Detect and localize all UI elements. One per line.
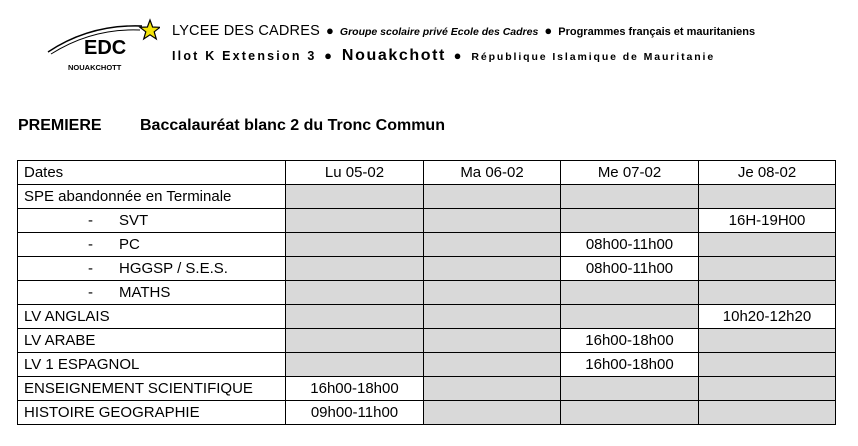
empty-cell	[286, 353, 424, 377]
empty-cell	[699, 353, 836, 377]
list-dash: -	[88, 235, 93, 253]
empty-cell	[424, 233, 561, 257]
table-row	[18, 377, 836, 401]
empty-cell	[424, 305, 561, 329]
column-header-day: Lu 05-02	[286, 161, 424, 185]
empty-cell	[424, 377, 561, 401]
empty-cell	[561, 281, 699, 305]
empty-cell	[699, 401, 836, 425]
star-icon	[140, 20, 160, 39]
empty-cell	[286, 281, 424, 305]
list-dash: -	[88, 283, 93, 301]
empty-cell	[561, 209, 699, 233]
empty-cell	[286, 329, 424, 353]
empty-cell	[286, 233, 424, 257]
table-row	[18, 257, 836, 281]
column-header-dates: Dates	[18, 161, 286, 185]
list-dash: -	[88, 211, 93, 229]
subject-name: HGGSP / S.E.S.	[119, 259, 228, 277]
empty-cell	[424, 329, 561, 353]
exam-title: Baccalauréat blanc 2 du Tronc Commun	[140, 117, 445, 134]
subject-label: ENSEIGNEMENT SCIENTIFIQUE	[18, 377, 286, 401]
exam-time-cell: 09h00-11h00	[286, 401, 424, 425]
table-row	[18, 305, 836, 329]
empty-cell	[424, 185, 561, 209]
table-row	[18, 329, 836, 353]
subject-label: LV 1 ESPAGNOL	[18, 353, 286, 377]
subject-label	[18, 257, 286, 281]
letterhead-line-1	[172, 23, 755, 39]
table-row	[18, 185, 836, 209]
subject-label	[18, 209, 286, 233]
logo-text: EDC	[84, 37, 127, 59]
empty-cell	[699, 233, 836, 257]
table-row	[18, 353, 836, 377]
empty-cell	[424, 401, 561, 425]
table-header-row	[18, 161, 836, 185]
subject-name: MATHS	[119, 283, 171, 301]
exam-time-cell: 16H-19H00	[699, 209, 836, 233]
exam-time-cell: 08h00-11h00	[561, 257, 699, 281]
empty-cell	[561, 305, 699, 329]
separator-dot: ●	[453, 48, 464, 63]
table-row	[18, 401, 836, 425]
empty-cell	[286, 257, 424, 281]
column-header-day: Ma 06-02	[424, 161, 561, 185]
empty-cell	[699, 185, 836, 209]
country-text: République Islamique de Mauritanie	[471, 51, 716, 63]
page-heading	[18, 117, 445, 135]
empty-cell	[699, 377, 836, 401]
empty-cell	[699, 329, 836, 353]
address-text: Ilot K Extension 3	[172, 49, 317, 63]
empty-cell	[699, 257, 836, 281]
subject-label: LV ANGLAIS	[18, 305, 286, 329]
empty-cell	[561, 185, 699, 209]
exam-time-cell: 16h00-18h00	[561, 329, 699, 353]
column-header-day: Me 07-02	[561, 161, 699, 185]
exam-time-cell: 16h00-18h00	[561, 353, 699, 377]
subject-label: LV ARABE	[18, 329, 286, 353]
subject-label	[18, 233, 286, 257]
subject-label: SPE abandonnée en Terminale	[18, 185, 286, 209]
empty-cell	[286, 185, 424, 209]
table-row	[18, 209, 836, 233]
table-row	[18, 281, 836, 305]
school-logo	[44, 18, 160, 76]
empty-cell	[286, 305, 424, 329]
empty-cell	[424, 209, 561, 233]
subject-name: PC	[119, 235, 140, 253]
city-text: Nouakchott	[341, 47, 446, 64]
exam-time-cell: 10h20-12h20	[699, 305, 836, 329]
empty-cell	[699, 281, 836, 305]
programs-text: Programmes français et mauritaniens	[558, 26, 756, 38]
subject-label	[18, 281, 286, 305]
school-name: LYCEE DES CADRES	[172, 23, 320, 39]
class-level: PREMIERE	[18, 117, 102, 134]
empty-cell	[286, 209, 424, 233]
group-name: Groupe scolaire privé Ecole des Cadres	[339, 26, 539, 38]
empty-cell	[424, 353, 561, 377]
exam-schedule-table	[17, 160, 836, 425]
letterhead-line-2	[172, 47, 715, 65]
empty-cell	[561, 401, 699, 425]
separator-dot: ●	[544, 23, 553, 38]
exam-time-cell: 16h00-18h00	[286, 377, 424, 401]
exam-time-cell: 08h00-11h00	[561, 233, 699, 257]
empty-cell	[424, 281, 561, 305]
empty-cell	[424, 257, 561, 281]
empty-cell	[561, 377, 699, 401]
table-row	[18, 233, 836, 257]
separator-dot: ●	[326, 23, 334, 38]
subject-label: HISTOIRE GEOGRAPHIE	[18, 401, 286, 425]
column-header-day: Je 08-02	[699, 161, 836, 185]
subject-name: SVT	[119, 211, 149, 229]
list-dash: -	[88, 259, 93, 277]
logo-city: NOUAKCHOTT	[68, 63, 122, 72]
separator-dot: ●	[324, 48, 335, 63]
